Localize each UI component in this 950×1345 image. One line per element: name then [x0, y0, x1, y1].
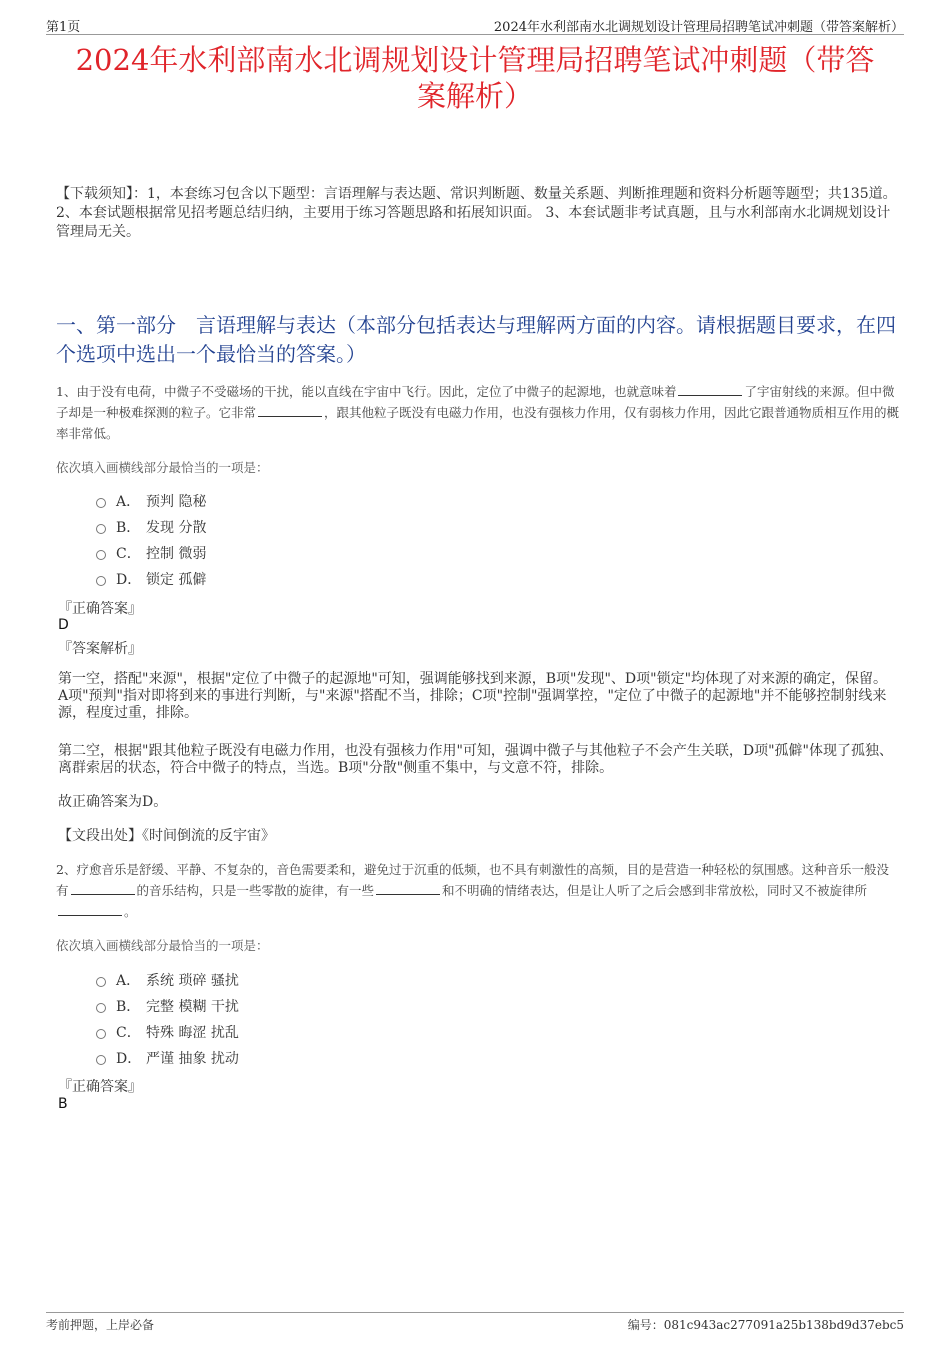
- fill-blank: [58, 903, 122, 916]
- q1-conclusion: 故正确答案为D。: [58, 794, 168, 810]
- question-2-options: [96, 967, 239, 1071]
- q2-option-a[interactable]: [96, 967, 239, 993]
- fill-blank: [71, 882, 135, 895]
- option-text: 控制 微弱: [146, 546, 207, 562]
- page-number: 第1页: [46, 20, 81, 35]
- fill-blank: [678, 383, 742, 396]
- option-letter: B．: [116, 520, 141, 536]
- q2-text-part: 2、疗愈音乐是舒缓、平静、不复杂的，音色需要柔和，避免过于沉重的低频，也不具有刺激性的高频，目的是营造一种轻松的氛围感。这种音乐一般没有: [56, 862, 889, 898]
- radio-circle-icon[interactable]: [96, 1055, 106, 1065]
- radio-circle-icon[interactable]: [96, 977, 106, 987]
- option-text: 完整 模糊 干扰: [146, 999, 239, 1015]
- question-2-prompt: 依次填入画横线部分最恰当的一项是：: [56, 938, 269, 953]
- option-text: 预判 隐秘: [146, 494, 207, 510]
- footer-document-id: 编号：081c943ac277091a25b138bd9d37ebc5: [627, 1318, 904, 1332]
- q1-analysis-paragraph-1: 第一空，搭配"来源"，根据"定位了中微子的起源地"可知，强调能够找到来源，B项"发现"、D项"锁定"均体现了对来源的确定，保留。A项"预判"指对即将到来的事进行判断，与"来源"搭配不当，排除；C项"控制"强调掌控，"定位了中微子的起源地"并不能够控制射线来源，程度过重，排除。: [58, 671, 888, 721]
- option-letter: D．: [116, 572, 142, 588]
- q1-source: 【文段出处】《时间倒流的反宇宙》: [58, 828, 275, 844]
- q1-text-part: 了宇宙射线的来源。但中微子却是一种极难探测的粒子。它非常: [56, 384, 895, 420]
- q2-text-part: 和不明确的情绪表达，但是让人听了之后会感到非常放松，同时又不被旋律所: [442, 883, 868, 898]
- q1-answer: D: [58, 617, 69, 633]
- footer-slogan: 考前押题，上岸必备: [46, 1318, 155, 1332]
- q1-text-part: 1、由于没有电荷，中微子不受磁场的干扰，能以直线在宇宙中飞行。因此，定位了中微子的起源地，也就意味着: [56, 384, 677, 399]
- option-text: 系统 琐碎 骚扰: [146, 973, 239, 989]
- radio-circle-icon[interactable]: [96, 550, 106, 560]
- radio-circle-icon[interactable]: [96, 576, 106, 586]
- q1-option-a[interactable]: [96, 488, 206, 514]
- option-letter: A．: [116, 973, 141, 989]
- option-letter: C．: [116, 1025, 141, 1041]
- q2-option-b[interactable]: [96, 993, 239, 1019]
- radio-circle-icon[interactable]: [96, 1029, 106, 1039]
- option-letter: B．: [116, 999, 141, 1015]
- option-text: 锁定 孤僻: [146, 572, 207, 588]
- page-footer: [46, 1312, 904, 1332]
- download-notice: 【下载须知】：1，本套练习包含以下题型：言语理解与表达题、常识判断题、数量关系题、判断推理题和资料分析题等题型；共135道。 2、本套试题根据常见招考题总结归纳，主要用于练习答题思路和拓展知识面。 3、本套试题非考试真题，且与水利部南水北调规划设计管理局无关。: [56, 186, 897, 240]
- fill-blank: [258, 404, 322, 417]
- radio-circle-icon[interactable]: [96, 524, 106, 534]
- q1-analysis-label: 『答案解析』: [58, 641, 142, 657]
- option-letter: D．: [116, 1051, 142, 1067]
- title-line-2: 案解析）: [416, 79, 533, 113]
- header-doc-title: 2024年水利部南水北调规划设计管理局招聘笔试冲刺题（带答案解析）: [493, 20, 904, 35]
- q1-option-d[interactable]: [96, 566, 206, 592]
- q1-option-b[interactable]: [96, 514, 206, 540]
- q2-answer-label: 『正确答案』: [58, 1079, 142, 1095]
- page-header: [46, 16, 904, 35]
- q2-text-part: 的音乐结构，只是一些零散的旋律，有一些: [136, 883, 375, 898]
- q1-option-c[interactable]: [96, 540, 206, 566]
- radio-circle-icon[interactable]: [96, 498, 106, 508]
- question-1-options: [96, 488, 206, 592]
- fill-blank: [376, 882, 440, 895]
- option-text: 特殊 晦涩 扰乱: [146, 1025, 239, 1041]
- q2-option-d[interactable]: [96, 1045, 239, 1071]
- option-text: 发现 分散: [146, 520, 207, 536]
- option-letter: A．: [116, 494, 141, 510]
- q2-option-c[interactable]: [96, 1019, 239, 1045]
- q1-analysis-paragraph-2: 第二空，根据"跟其他粒子既没有电磁力作用，也没有强核力作用"可知，强调中微子与其他粒子不会产生关联，D项"孤僻"体现了孤独、离群索居的状态，符合中微子的特点，当选。B项"分散"侧重不集中，与文意不符，排除。: [58, 743, 893, 776]
- question-1-text: [56, 381, 900, 444]
- question-2-text: [56, 859, 900, 922]
- option-letter: C．: [116, 546, 141, 562]
- option-text: 严谨 抽象 扰动: [146, 1051, 239, 1067]
- q1-answer-label: 『正确答案』: [58, 601, 142, 617]
- q1-text-part: ，跟其他粒子既没有电磁力作用，也没有强核力作用，仅有弱核力作用，因此它跟普通物质相互作用的概率非常低。: [56, 405, 900, 441]
- question-1-prompt: 依次填入画横线部分最恰当的一项是：: [56, 460, 269, 475]
- radio-circle-icon[interactable]: [96, 1003, 106, 1013]
- q2-text-part: 。: [124, 904, 137, 919]
- document-title: [46, 42, 904, 114]
- q2-answer: B: [58, 1096, 68, 1112]
- section-title: 一、第一部分 言语理解与表达（本部分包括表达与理解两方面的内容。请根据题目要求，在四个选项中选出一个最恰当的答案。）: [56, 313, 896, 366]
- title-line-1: 2024年水利部南水北调规划设计管理局招聘笔试冲刺题（带答: [75, 43, 875, 77]
